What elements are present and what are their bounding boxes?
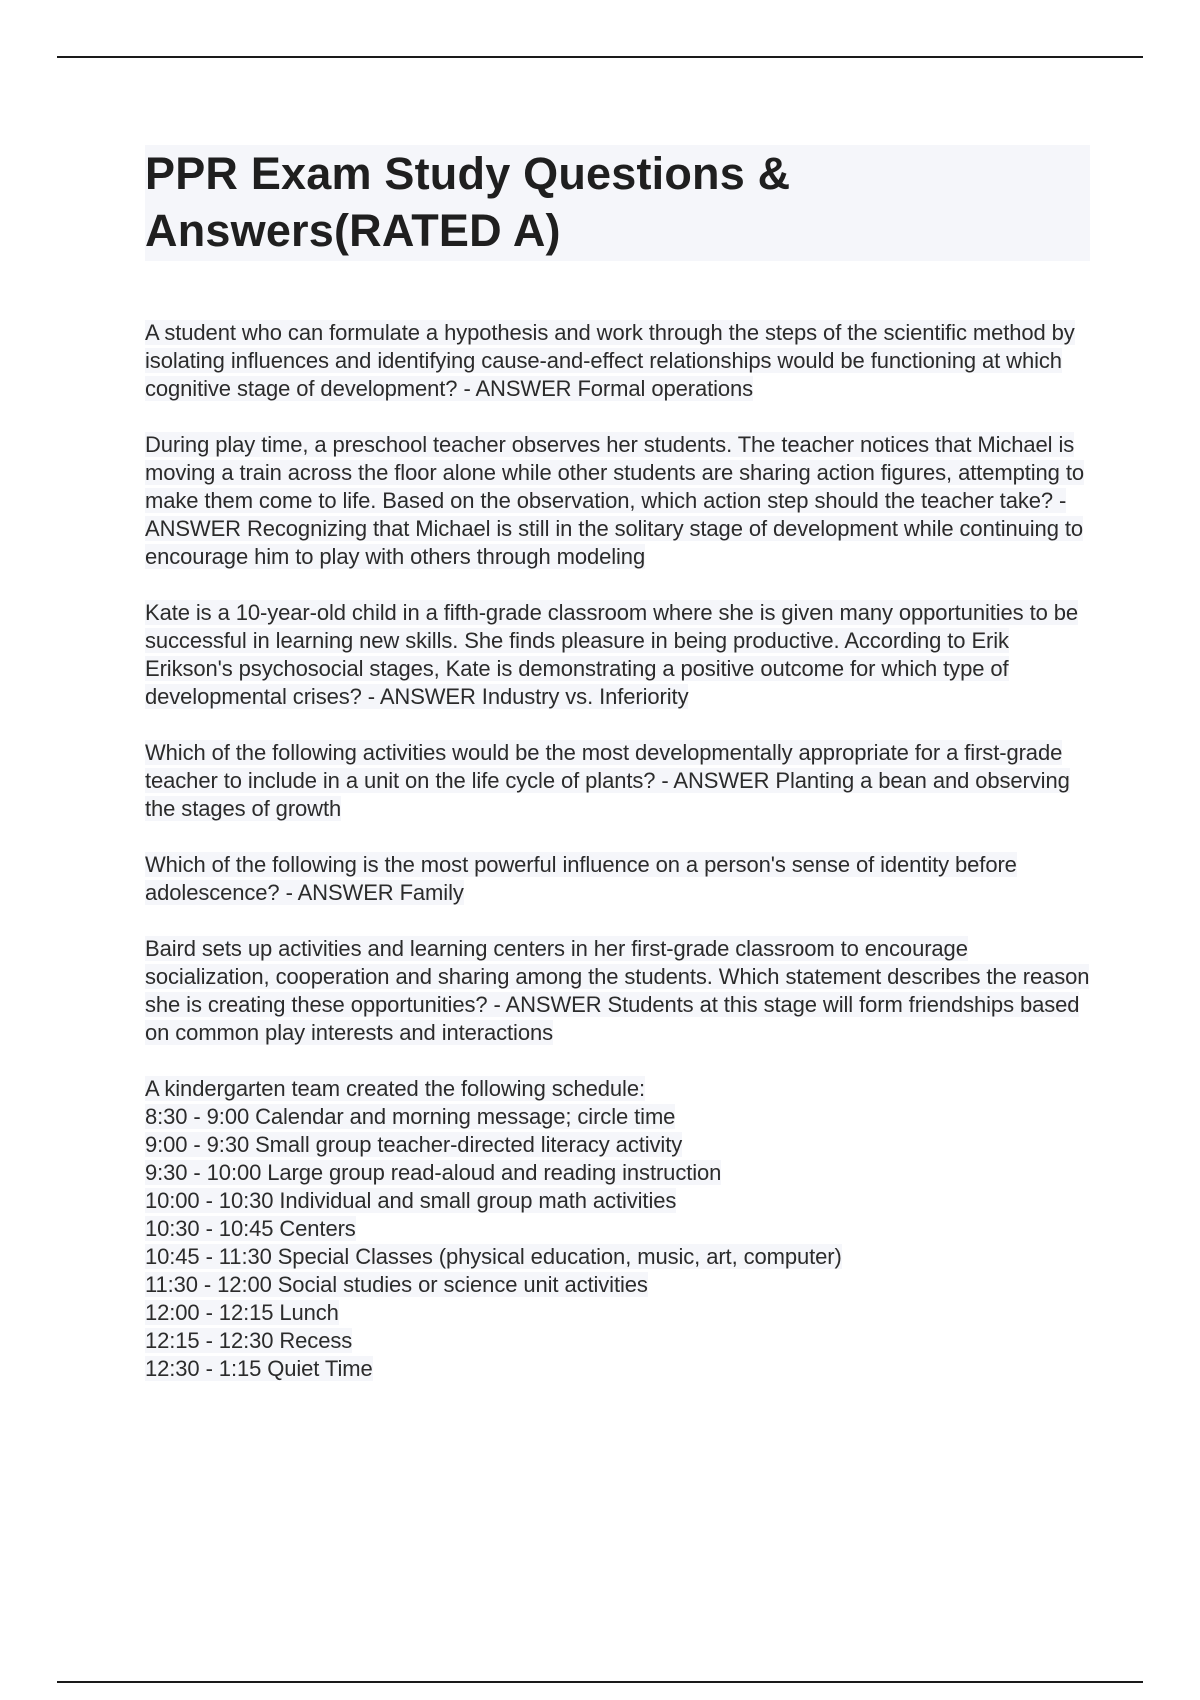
qa-item: Which of the following is the most powerful influence on a person's sense of identity before adolescence? - ANSWER Family bbox=[145, 852, 1017, 905]
qa-item: Baird sets up activities and learning centers in her first-grade classroom to encourage socialization, cooperation and sharing among the students. Which statement describes the reason she is creating these opportunities? - ANSWER Students at this stage will form friendships based on common play interests and interactions bbox=[145, 936, 1090, 1045]
schedule-line: 12:00 - 12:15 Lunch bbox=[145, 1300, 339, 1325]
schedule-line: 8:30 - 9:00 Calendar and morning message; circle time bbox=[145, 1104, 676, 1129]
schedule-intro: A kindergarten team created the following schedule: bbox=[145, 1076, 645, 1101]
qa-item: During play time, a preschool teacher observes her students. The teacher notices that Michael is moving a train across the floor alone while other students are sharing action figures, attempting to make them come to life. Based on the observation, which action step should the teacher take? - ANSWER Recognizing that Michael is still in the solitary stage of development while continuing to encourage him to play with others through modeling bbox=[145, 432, 1084, 569]
schedule-line: 11:30 - 12:00 Social studies or science unit activities bbox=[145, 1272, 648, 1297]
schedule-line: 10:45 - 11:30 Special Classes (physical education, music, art, computer) bbox=[145, 1244, 842, 1269]
top-rule bbox=[57, 56, 1143, 58]
qa-item: Kate is a 10-year-old child in a fifth-grade classroom where she is given many opportunities to be successful in learning new skills. She finds pleasure in being productive. According to Erik Erikson's psychosocial stages, Kate is demonstrating a positive outcome for which type of developmental crises? - ANSWER Industry vs. Inferiority bbox=[145, 600, 1079, 709]
schedule-line: 10:30 - 10:45 Centers bbox=[145, 1216, 356, 1241]
schedule-line: 12:15 - 12:30 Recess bbox=[145, 1328, 353, 1353]
schedule-line: 10:00 - 10:30 Individual and small group math activities bbox=[145, 1188, 677, 1213]
qa-item: Which of the following activities would be the most developmentally appropriate for a first-grade teacher to include in a unit on the life cycle of plants? - ANSWER Planting a bean and observing the stages of growth bbox=[145, 740, 1070, 821]
schedule-block bbox=[145, 1075, 1090, 1383]
qa-item: A student who can formulate a hypothesis and work through the steps of the scientific method by isolating influences and identifying cause-and-effect relationships would be functioning at which cognitive stage of development? - ANSWER Formal operations bbox=[145, 320, 1075, 401]
page-title: PPR Exam Study Questions & Answers(RATED A) bbox=[145, 148, 791, 256]
title-block bbox=[145, 145, 1090, 261]
schedule-line: 12:30 - 1:15 Quiet Time bbox=[145, 1356, 373, 1381]
bottom-rule bbox=[57, 1681, 1143, 1683]
schedule-line: 9:30 - 10:00 Large group read-aloud and reading instruction bbox=[145, 1160, 722, 1185]
schedule-line: 9:00 - 9:30 Small group teacher-directed literacy activity bbox=[145, 1132, 683, 1157]
document-body bbox=[145, 145, 1090, 1383]
